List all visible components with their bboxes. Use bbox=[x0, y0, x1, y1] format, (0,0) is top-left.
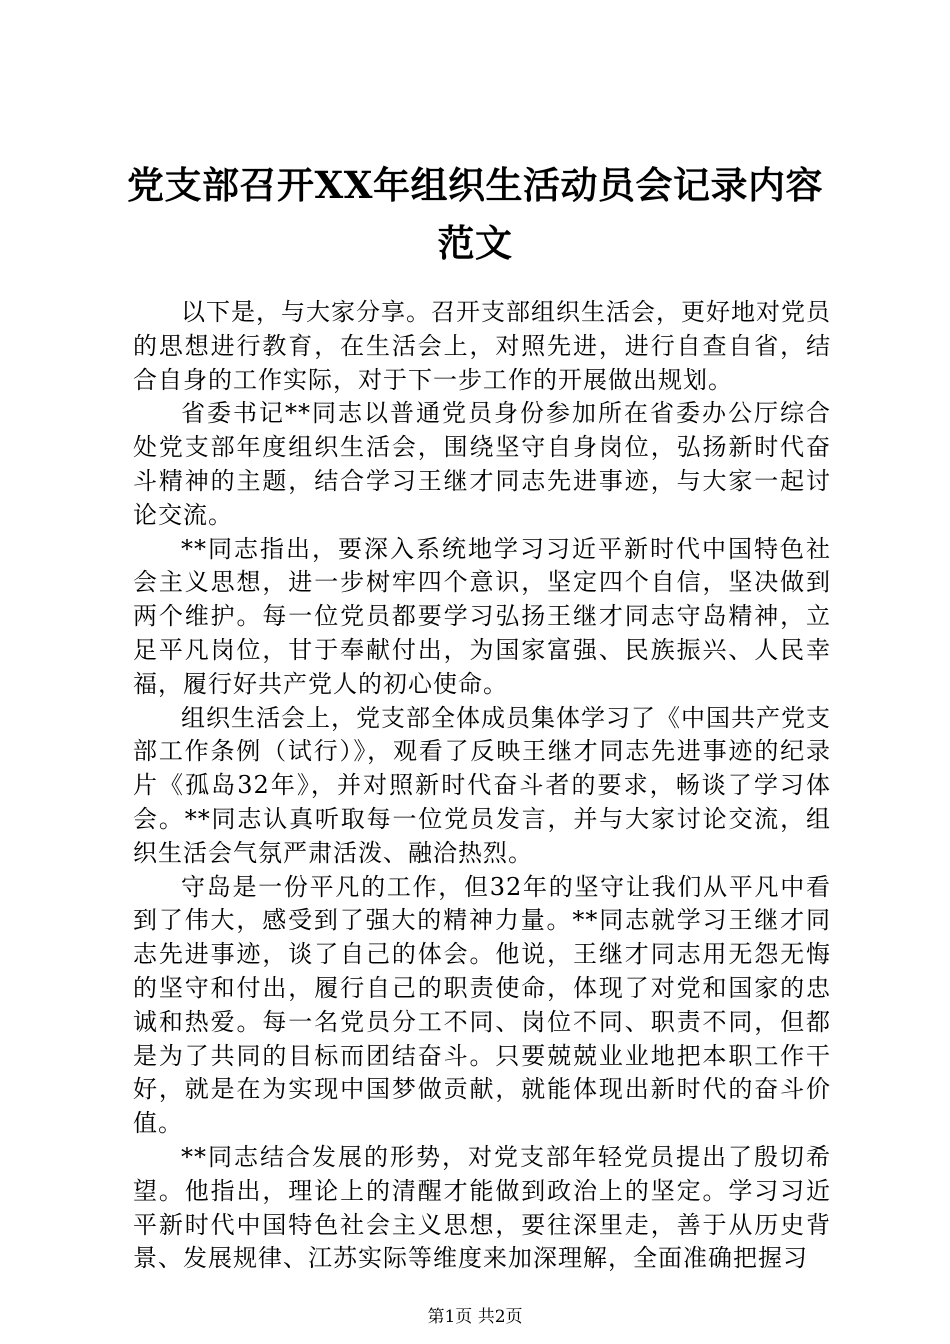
page-number: 第1页 共2页 bbox=[427, 1307, 523, 1327]
paragraph: 组织生活会上，党支部全体成员集体学习了《中国共产党支部工作条例（试行）》，观看了反映王继才同志先进事迹的纪录片《孤岛32年》，并对照新时代奋斗者的要求，畅谈了学习体会。**同志认真听取每一位党员发言，并与大家讨论交流，组织生活会气氛严肃活泼、融洽热烈。 bbox=[133, 703, 831, 867]
document-title: 党支部召开XX年组织生活动员会记录内容范文 bbox=[127, 163, 823, 265]
paragraph: 守岛是一份平凡的工作，但32年的坚守让我们从平凡中看到了伟大，感受到了强大的精神力量。**同志就学习王继才同志先进事迹，谈了自己的体会。他说，王继才同志用无怨无悔的坚守和付出，履行自己的职责使命，体现了对党和国家的忠诚和热爱。每一名党员分工不同、岗位不同、职责不同，但都是为了共同的目标而团结奋斗。只要兢兢业业地把本职工作干好，就是在为实现中国梦做贡献，就能体现出新时代的奋斗价值。 bbox=[133, 872, 831, 1138]
page-footer bbox=[0, 1306, 950, 1328]
paragraph: 以下是，与大家分享。召开支部组织生活会，更好地对党员的思想进行教育，在生活会上，对照先进，进行自查自省，结合自身的工作实际，对于下一步工作的开展做出规划。 bbox=[133, 298, 831, 394]
paragraph: **同志指出，要深入系统地学习习近平新时代中国特色社会主义思想，进一步树牢四个意识，坚定四个自信，坚决做到两个维护。每一位党员都要学习弘扬王继才同志守岛精神，立足平凡岗位，甘于奉献付出，为国家富强、民族振兴、人民幸福，履行好共产党人的初心使命。 bbox=[133, 534, 831, 698]
paragraph: **同志结合发展的形势，对党支部年轻党员提出了殷切希望。他指出，理论上的清醒才能做到政治上的坚定。学习习近平新时代中国特色社会主义思想，要往深里走，善于从历史背景、发展规律、江苏实际等维度来加深理解，全面准确把握习 bbox=[133, 1142, 831, 1273]
paragraph: 省委书记**同志以普通党员身份参加所在省委办公厅综合处党支部年度组织生活会，围绕坚守自身岗位，弘扬新时代奋斗精神的主题，结合学习王继才同志先进事迹，与大家一起讨论交流。 bbox=[133, 399, 831, 529]
document-body bbox=[133, 296, 831, 1276]
